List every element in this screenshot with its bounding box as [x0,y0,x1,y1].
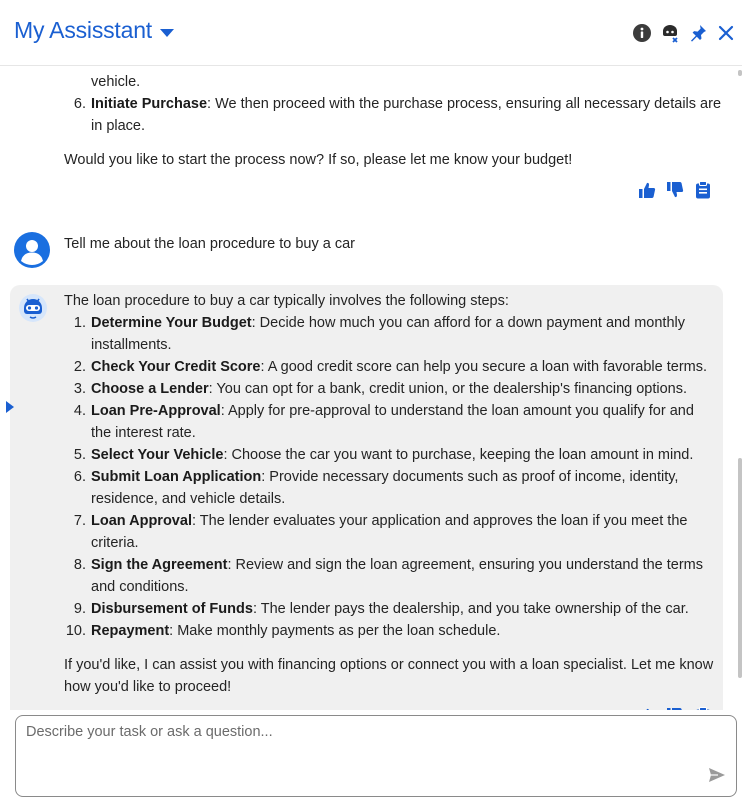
thumbs-down-icon[interactable] [666,707,684,710]
close-icon[interactable] [716,23,736,43]
step-title: Sign the Agreement [91,557,228,573]
list-item [64,598,714,620]
scrollbar-top-cap [738,70,742,76]
message-input-box [15,715,737,797]
step-number: 3. [73,381,86,397]
step-text: : We then proceed with the purchase process, ensuring all necessary details are in place. [91,96,722,134]
feedback-actions [638,181,712,199]
caret-down-icon[interactable] [160,29,174,37]
step-text: : A good credit score can help you secure a loan with favorable terms. [260,359,708,375]
header-actions [632,23,736,43]
assistant-selector[interactable] [14,17,174,44]
user-message-text: Tell me about the loan procedure to buy a car [64,236,355,252]
previous-steps-list [64,93,724,137]
bot-avatar-icon [18,293,48,323]
list-item [64,510,714,554]
step-title: Choose a Lender [91,381,209,397]
loan-steps-list [64,312,714,642]
message-input[interactable] [16,716,736,796]
scrollbar-thumb[interactable] [738,458,742,678]
step-text: : Make monthly payments as per the loan schedule. [169,623,501,639]
list-item [64,444,714,466]
step-title: Check Your Credit Score [91,359,261,375]
step-number: 1. [73,315,86,331]
send-icon[interactable] [708,766,726,784]
step-title: Initiate Purchase [91,96,208,112]
scrollbar[interactable] [736,66,742,710]
step-number: 4. [73,403,86,419]
step-text: : Apply for pre-approval to understand the loan amount you qualify for and the interest rate. [91,403,694,441]
list-item [64,356,714,378]
previous-closing: Would you like to start the process now? If so, please let me know your budget! [64,152,573,168]
step-number: 5. [73,447,86,463]
step-number: 7. [73,513,86,529]
step-text: : You can opt for a bank, credit union, or the dealership's financing options. [208,381,688,397]
list-item [64,93,724,137]
info-icon[interactable] [632,23,652,43]
bot-message-content [64,290,714,698]
step-number: 10. [65,623,86,639]
list-item [64,554,714,598]
step-title: Loan Approval [91,513,192,529]
step-number: 6. [73,96,86,112]
step-text: : Review and sign the loan agreement, ensuring you understand the terms and conditions. [91,557,703,595]
step-title: Determine Your Budget [91,315,252,331]
bot-intro: The loan procedure to buy a car typically involves the following steps: [64,293,509,309]
expand-left-arrow-icon[interactable] [6,401,14,413]
bot-closing: If you'd like, I can assist you with financing options or connect you with a loan specialist. Let me know how you'd like to proceed! [64,657,714,695]
app-title[interactable]: My Assisstant [14,17,152,43]
thumbs-up-icon[interactable] [638,707,656,710]
pin-icon[interactable] [688,23,708,43]
header [0,0,742,66]
list-item [64,312,714,356]
thumbs-down-icon[interactable] [666,181,684,199]
user-avatar-icon [14,232,50,268]
list-item [64,620,714,642]
step-number: 9. [73,601,86,617]
list-item [64,400,714,444]
partial-line: vehicle. [91,74,141,90]
list-item [64,466,714,510]
bot-settings-icon[interactable] [660,23,680,43]
feedback-actions-2 [638,707,712,710]
thumbs-up-icon[interactable] [638,181,656,199]
step-title: Disbursement of Funds [91,601,253,617]
copy-clipboard-icon[interactable] [694,707,712,710]
step-number: 6. [73,469,86,485]
step-text: : The lender evaluates your application and approves the loan if you meet the criteria. [91,513,688,551]
step-number: 2. [73,359,86,375]
step-text: : Choose the car you want to purchase, keeping the loan amount in mind. [223,447,694,463]
step-title: Loan Pre-Approval [91,403,221,419]
step-number: 8. [73,557,86,573]
message-list[interactable] [0,66,736,710]
copy-clipboard-icon[interactable] [694,181,712,199]
step-title: Repayment [91,623,170,639]
bot-message [10,285,723,710]
list-item [64,378,714,400]
user-message [14,232,714,268]
step-text: : Provide necessary documents such as proof of income, identity, residence, and vehicle details. [91,469,679,507]
step-text: : The lender pays the dealership, and you take ownership of the car. [252,601,689,617]
step-title: Select Your Vehicle [91,447,224,463]
step-title: Submit Loan Application [91,469,262,485]
step-text: : Decide how much you can afford for a down payment and monthly installments. [91,315,685,353]
